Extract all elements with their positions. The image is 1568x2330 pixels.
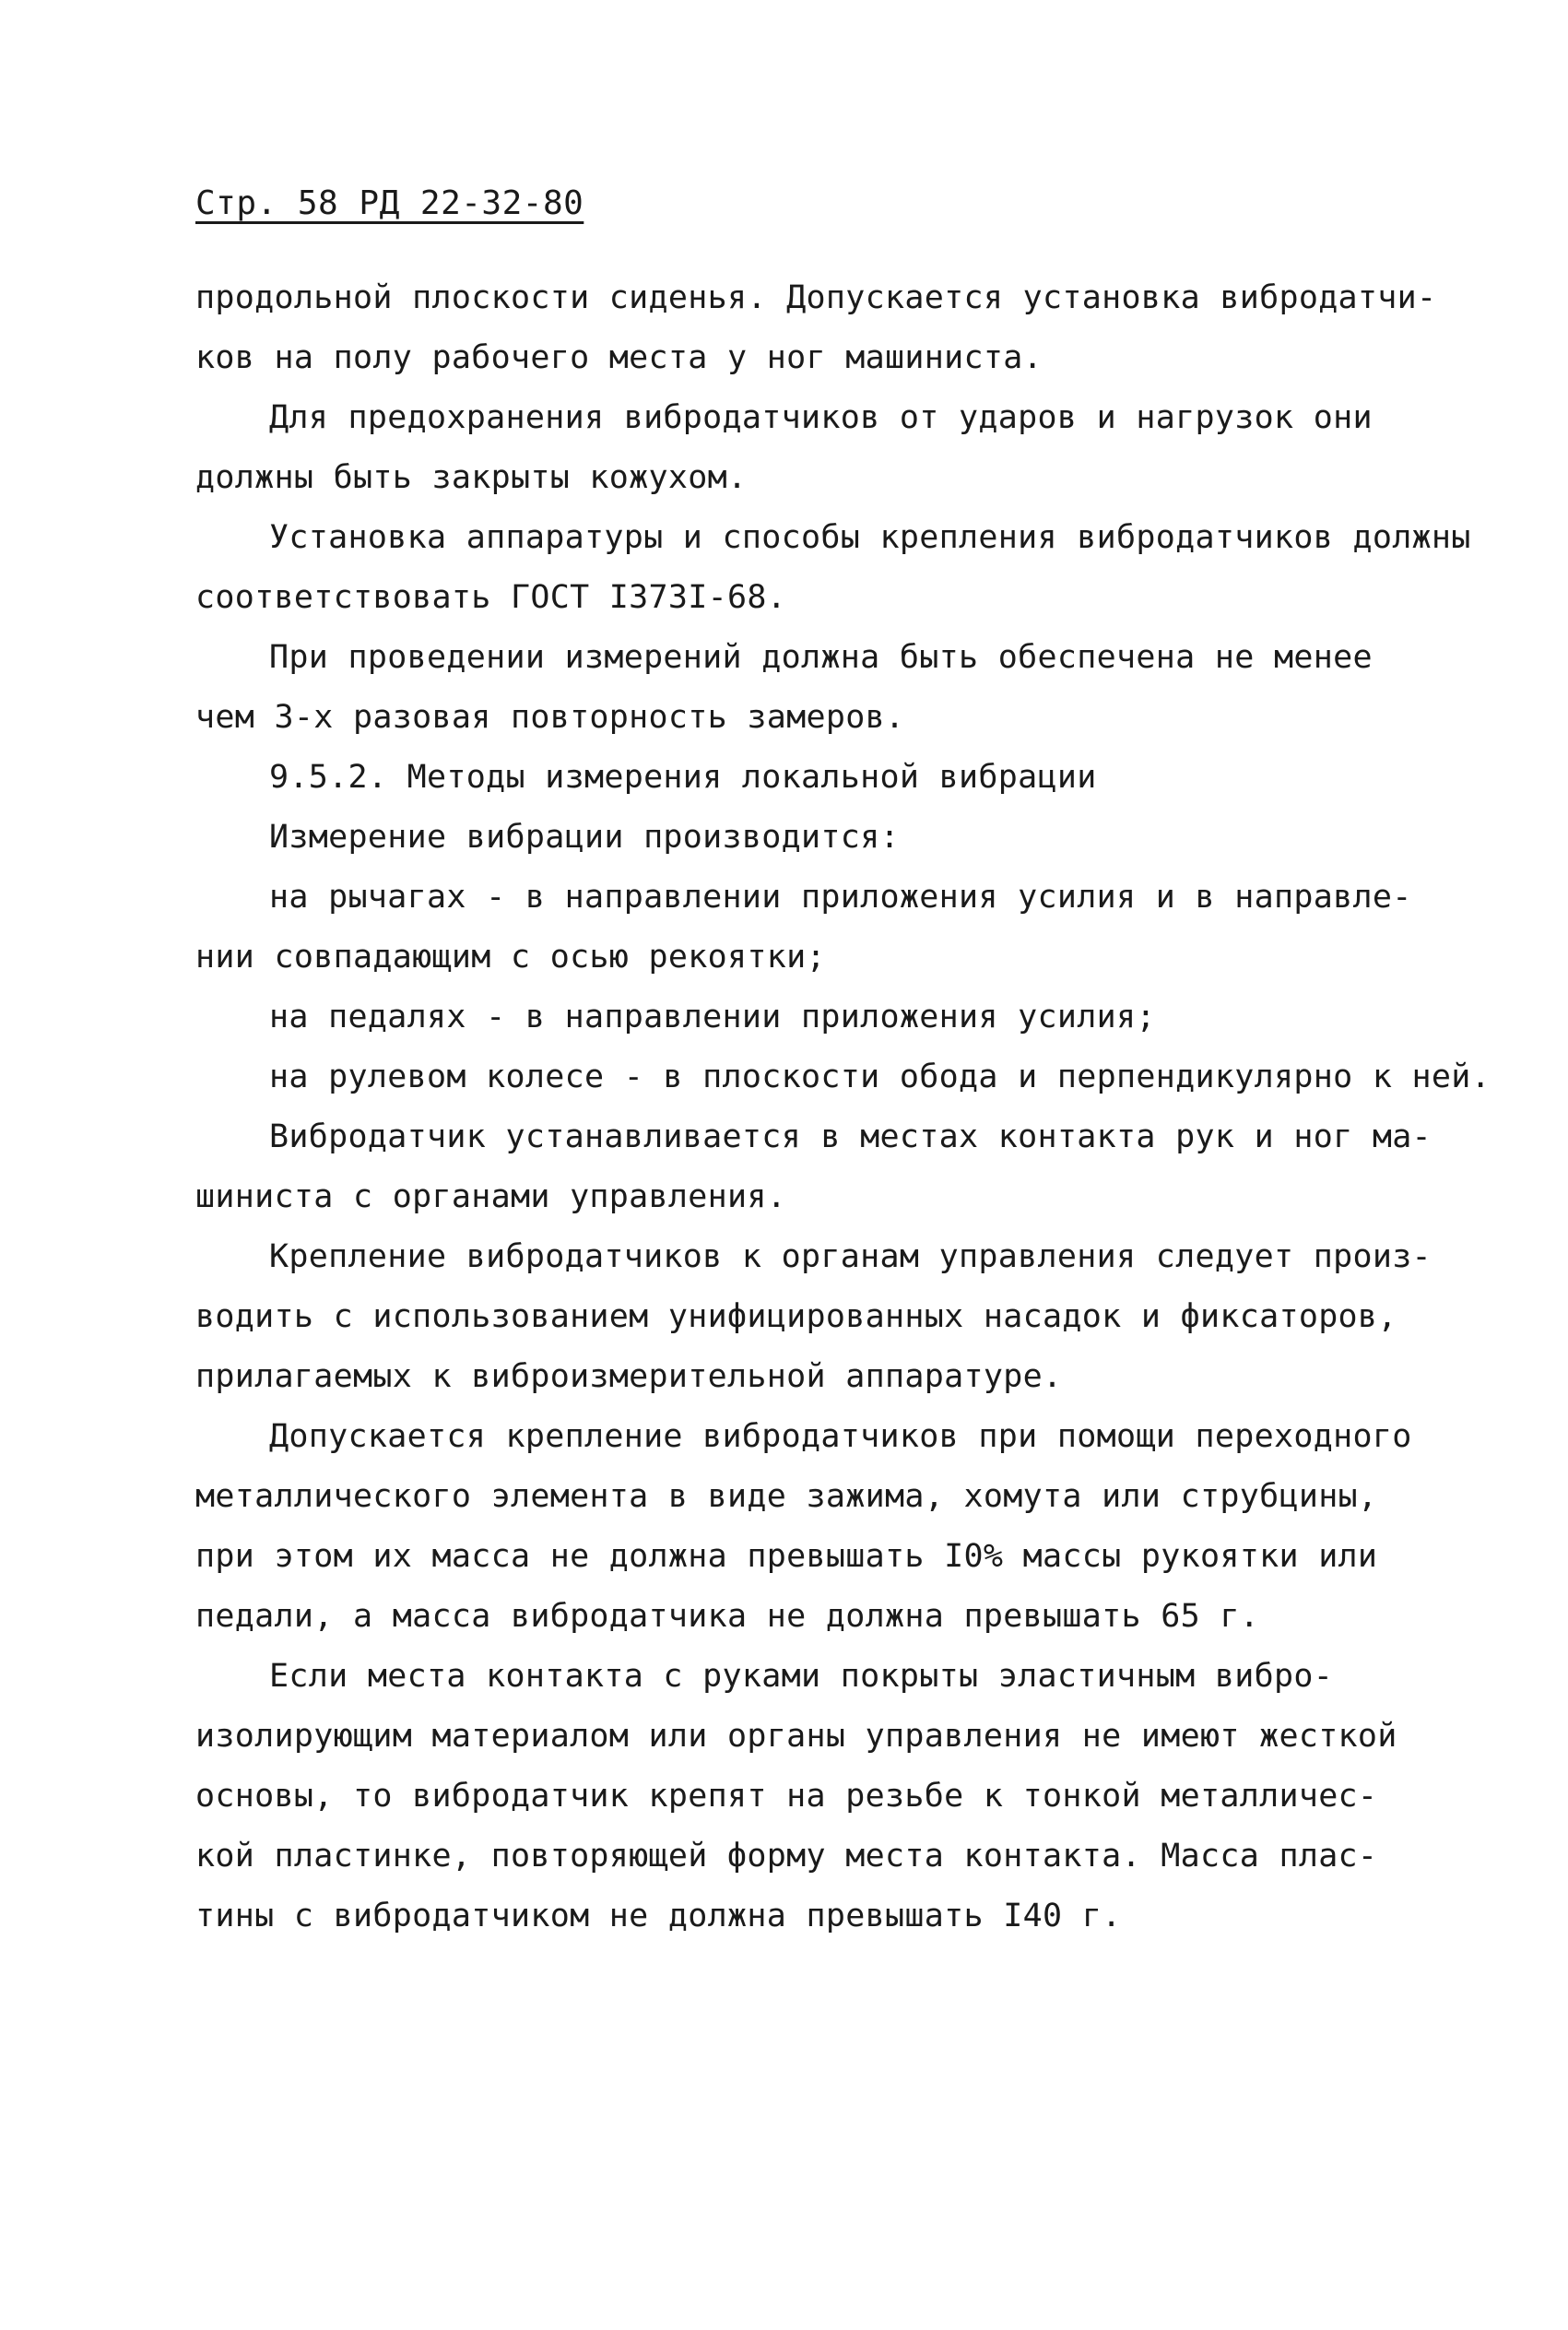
text-line: При проведении измерений должна быть обеспечена не менее <box>269 639 1373 676</box>
text-line: металлического элемента в виде зажима, хомута или струбцины, <box>195 1478 1378 1515</box>
section-heading: 9.5.2. Методы измерения локальной вибрации <box>269 759 1097 796</box>
text-line: тины с вибродатчиком не должна превышать I40 г. <box>195 1898 1122 1934</box>
text-line: изолирующим материалом или органы управления не имеют жесткой <box>195 1718 1397 1755</box>
text-line: чем 3-х разовая повторность замеров. <box>195 699 905 736</box>
text-line: Измерение вибрации производится: <box>269 819 900 856</box>
text-line: Крепление вибродатчиков к органам управления следует произ- <box>269 1238 1432 1275</box>
text-line: Если места контакта с руками покрыты эластичным вибро- <box>269 1658 1334 1695</box>
text-line: должны быть закрыты кожухом. <box>195 459 748 496</box>
text-line: водить с использованием унифицированных насадок и фиксаторов, <box>195 1298 1397 1335</box>
text-line: основы, то вибродатчик крепят на резьбе к тонкой металличес- <box>195 1778 1378 1815</box>
text-line: на педалях - в направлении приложения усилия; <box>269 999 1156 1035</box>
text-line: кой пластинке, повторяющей форму места контакта. Масса плас- <box>195 1838 1378 1875</box>
text-line: при этом их масса не должна превышать I0% массы рукоятки или <box>195 1538 1378 1575</box>
text-line: педали, а масса вибродатчика не должна превышать 65 г. <box>195 1598 1260 1635</box>
text-line: продольной плоскости сиденья. Допускается установка вибродатчи- <box>195 279 1437 316</box>
text-line: Допускается крепление вибродатчиков при помощи переходного <box>269 1418 1412 1455</box>
text-line: Для предохранения вибродатчиков от ударов и нагрузок они <box>269 399 1373 436</box>
text-line: Установка аппаратуры и способы крепления вибродатчиков должны <box>269 519 1471 556</box>
page-header: Стр. 58 РД 22-32-80 <box>195 184 584 222</box>
text-line: ков на полу рабочего места у ног машиниста. <box>195 339 1043 376</box>
text-line: Вибродатчик устанавливается в местах контакта рук и ног ма- <box>269 1118 1432 1155</box>
text-line: соответствовать ГОСТ I373I-68. <box>195 579 787 616</box>
text-line: на рулевом колесе - в плоскости обода и перпендикулярно к ней. <box>269 1059 1491 1095</box>
text-line: прилагаемых к виброизмерительной аппаратуре. <box>195 1358 1063 1395</box>
text-line: шиниста с органами управления. <box>195 1178 787 1215</box>
text-line: нии совпадающим с осью рекоятки; <box>195 939 826 976</box>
text-line: на рычагах - в направлении приложения усилия и в направле- <box>269 879 1412 916</box>
